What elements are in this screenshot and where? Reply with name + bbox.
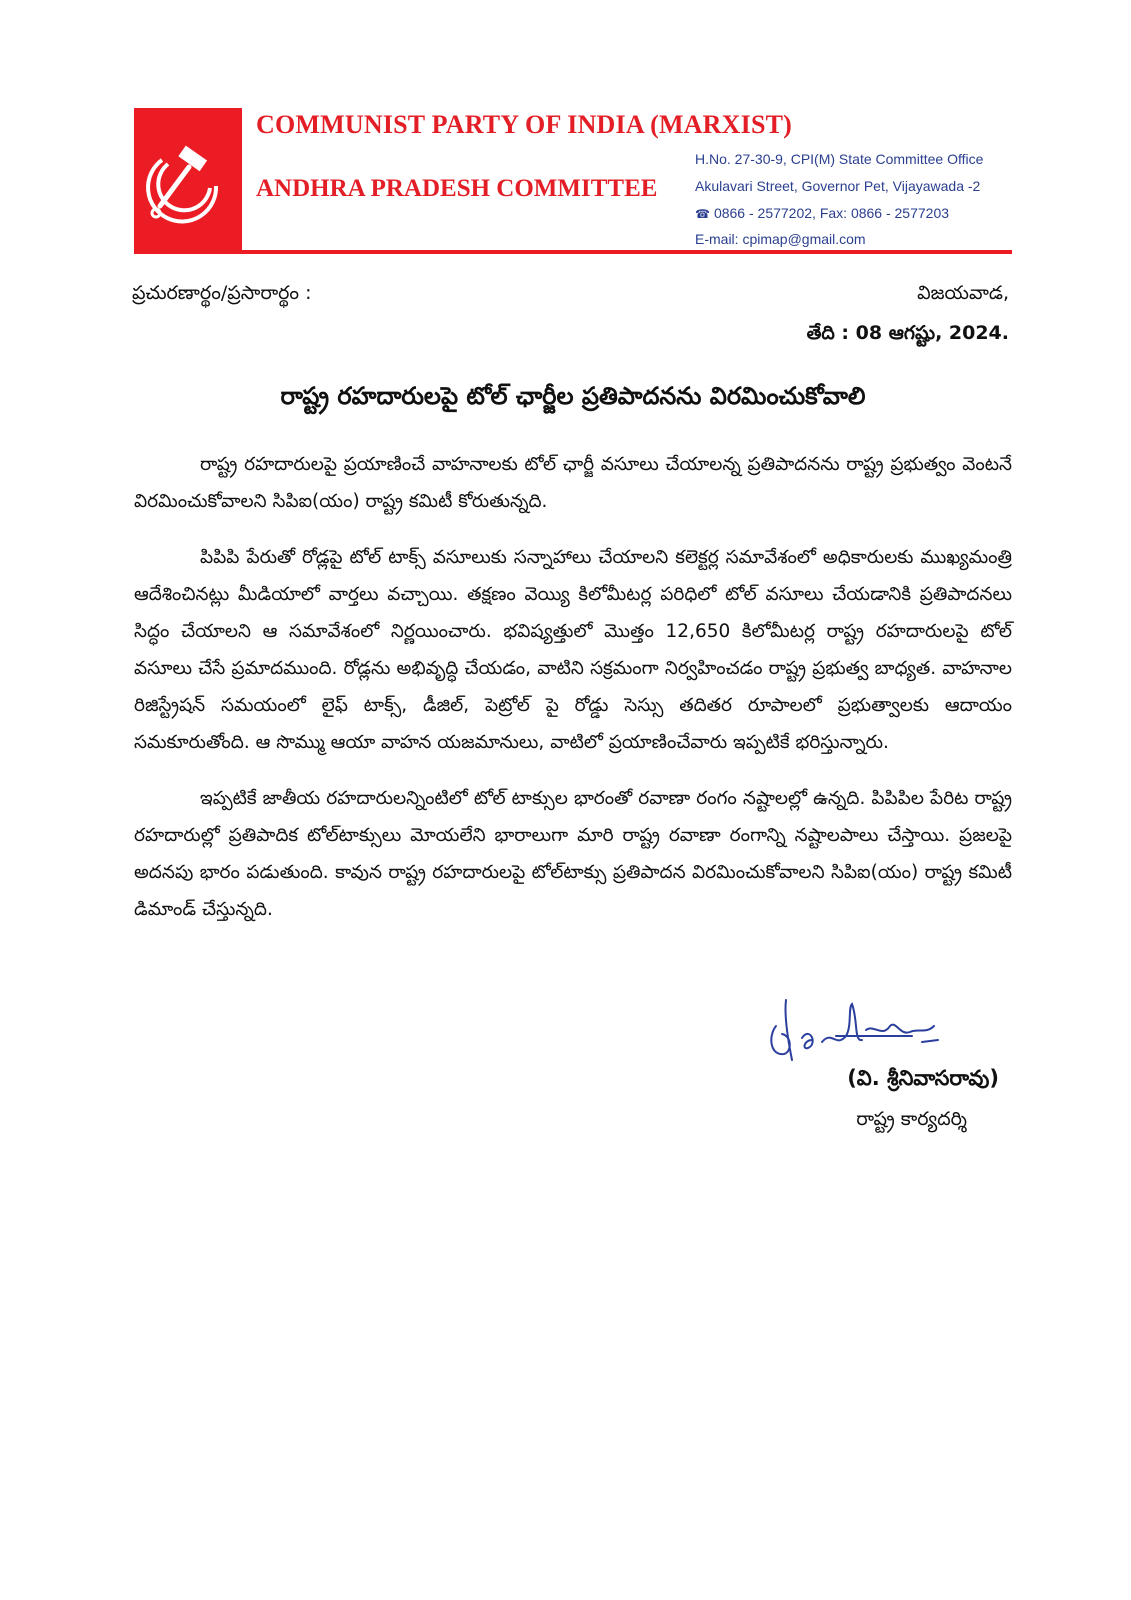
paragraph-1: రాష్ట్ర రహదారులపై ప్రయాణించే వాహనాలకు టోల్ ఛార్జీ వసూలు చేయాలన్న ప్రతిపాదనను రాష్ట్ర ప్రభుత్వం వెంటనే విరమించుకోవాలని సిపిఐ(యం) రాష్ట్ర కమిటీ కోరుతున్నది. xyxy=(134,454,1012,512)
handwritten-signature xyxy=(762,996,962,1070)
hammer-sickle-icon xyxy=(140,134,236,230)
phone-icon: ☎ xyxy=(695,207,710,221)
signatory-designation: రాష్ట్ర కార్యదర్శి xyxy=(856,1108,967,1130)
paragraph-2: పిపిపి పేరుతో రోడ్లపై టోల్ టాక్స్ వసూలుకు సన్నాహాలు చేయాలని కలెక్టర్ల సమావేశంలో అధికారులకు ముఖ్యమంత్రి ఆదేశించినట్లు మీడియాలో వార్తలు వచ్చాయి. తక్షణం వెయ్యి కిలోమీటర్ల పరిధిలో టోల్ వసూలు చేయడానికి ప్రతిపాదనలు సిద్ధం చేయాలని ఆ సమావేశంలో నిర్ణయించారు. భవిష్యత్తులో మొత్తం 12,650 కిలోమీటర్ల రాష్ట్ర రహదారులపై టోల్ వసూలు చేసే ప్రమాదముంది. రోడ్లను అభివృద్ధి చేయడం, వాటిని సక్రమంగా నిర్వహించడం రాష్ట్ర ప్రభుత్వ బాధ్యత. వాహనాల రిజిస్ట్రేషన్ సమయంలో లైఫ్ టాక్స్, డీజిల్, పెట్రోల్ పై రోడ్డు సెస్సు తదితర రూపాలలో ప్రభుత్వాలకు ఆదాయం సమకూరుతోంది. ఆ సొమ్ము ఆయా వాహన యజమానులు, వాటిలో ప్రయాణించేవారు ఇప్పటికే భరిస్తున్నారు. xyxy=(134,547,1012,753)
cpim-logo xyxy=(134,108,242,254)
date: తేది : 08 ఆగష్టు, 2024. xyxy=(806,322,1009,344)
phone-line xyxy=(695,205,949,221)
email-line: E-mail: cpimap@gmail.com xyxy=(695,231,866,247)
address-line-2: Akulavari Street, Governor Pet, Vijayawada -2 xyxy=(695,178,981,194)
committee-name: ANDHRA PRADESH COMMITTEE xyxy=(256,175,658,202)
body-text xyxy=(134,446,1012,947)
phone-fax-text: 0866 - 2577202, Fax: 0866 - 2577203 xyxy=(713,205,950,221)
org-name: COMMUNIST PARTY OF INDIA (MARXIST) xyxy=(256,110,793,139)
press-release-title: రాష్ట్ర రహదారులపై టోల్ ఛార్జీల ప్రతిపాదనను విరమించుకోవాలి xyxy=(280,382,866,410)
letterhead-divider xyxy=(134,250,1012,254)
paragraph-3: ఇప్పటికే జాతీయ రహదారులన్నింటిలో టోల్ టాక్సుల భారంతో రవాణా రంగం నష్టాలల్లో ఉన్నది. పిపిపిల పేరిట రాష్ట్ర రహదారుల్లో ప్రతిపాదిక టోల్‌టాక్సులు మోయలేని భారాలుగా మారి రాష్ట్ర రవాణా రంగాన్ని నష్టాలపాలు చేస్తాయి. ప్రజలపై అదనపు భారం పడుతుంది. కావున రాష్ట్ర రహదారులపై టోల్‌టాక్సు ప్రతిపాదన విరమించుకోవాలని సిపిఐ(యం) రాష్ట్ర కమిటీ డిమాండ్ చేస్తున్నది. xyxy=(134,788,1012,920)
place: విజయవాడ, xyxy=(917,282,1009,304)
signatory-name: (వి. శ్రీనివాసరావు) xyxy=(847,1066,999,1090)
address-line-1: H.No. 27-30-9, CPI(M) State Committee Office xyxy=(695,151,984,167)
release-label: ప్రచురణార్థం/ప్రసారార్థం : xyxy=(132,282,312,304)
